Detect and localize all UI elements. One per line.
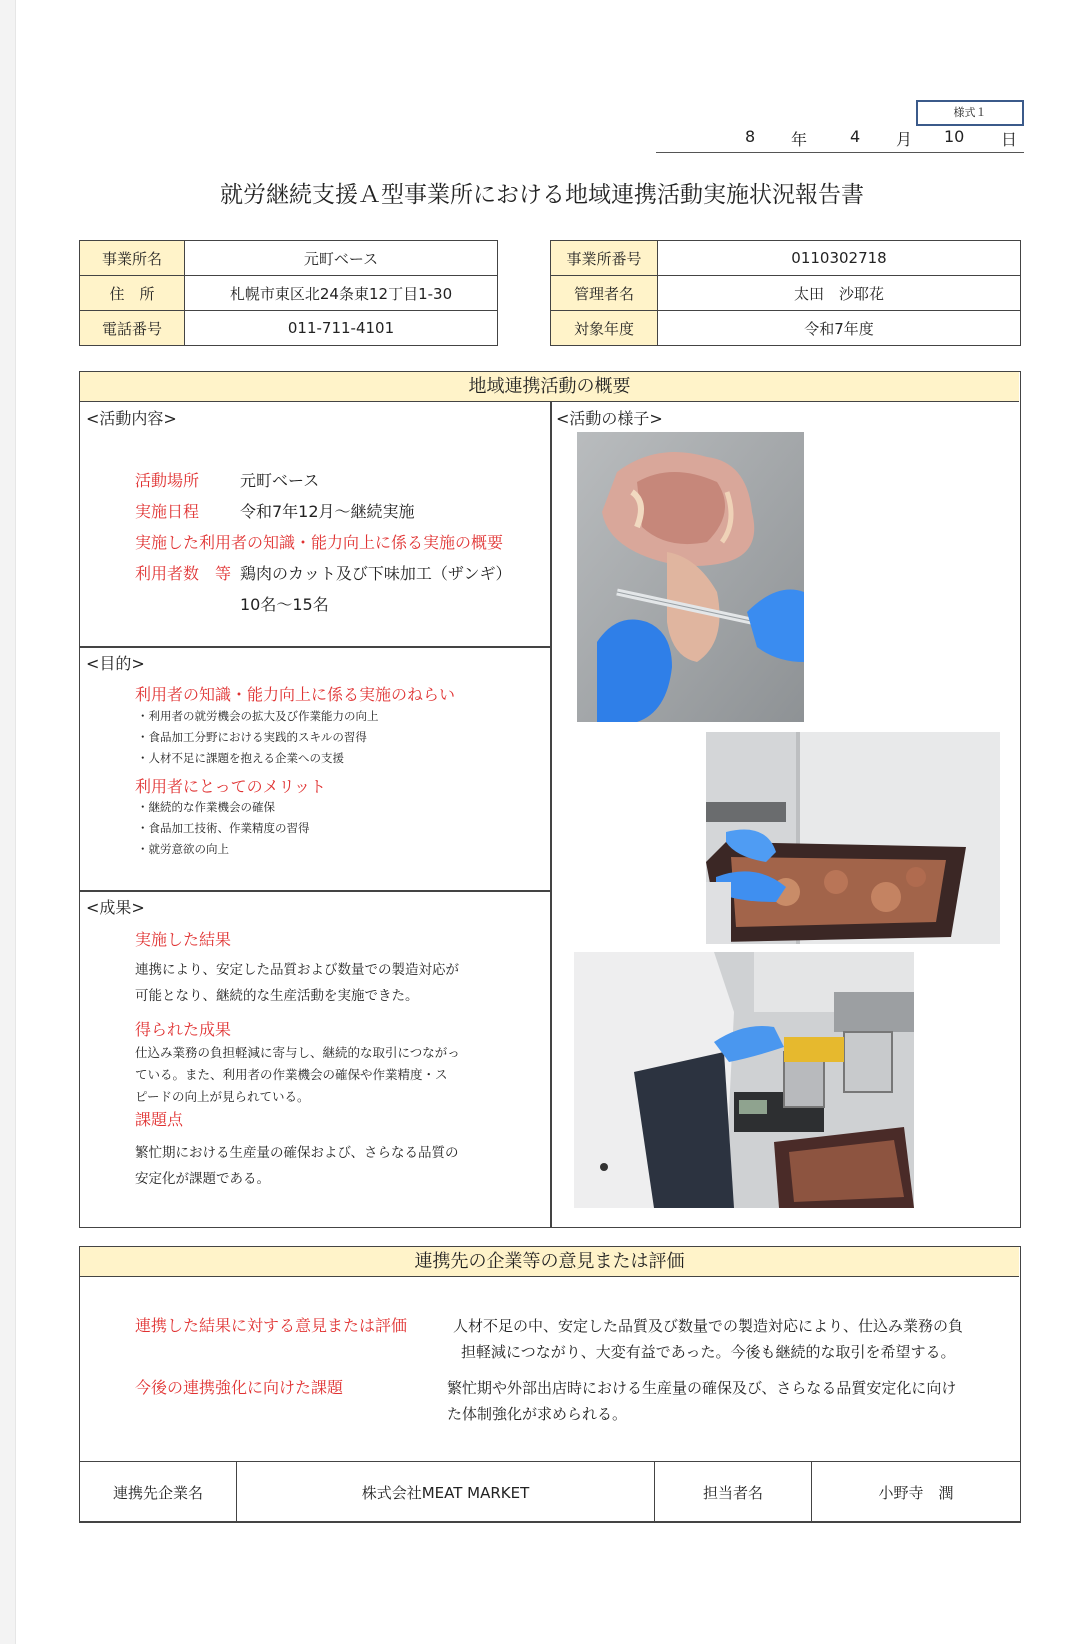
activity-place-value: 元町ベース [240, 471, 320, 490]
facility-name-label: 事業所名 [80, 241, 185, 276]
list-item: ・食品加工技術、作業精度の習得 [137, 821, 310, 835]
activity-summary-label: 実施した利用者の知識・能力向上に係る実施の概要 [135, 533, 504, 552]
manager-label: 管理者名 [551, 276, 658, 311]
gain-text [135, 1042, 460, 1108]
table-row [80, 311, 498, 346]
activity-photo-seasoning-tray [706, 732, 1000, 944]
facility-number-label: 事業所番号 [551, 241, 658, 276]
facility-info-table [79, 240, 498, 346]
phone-value: 011-711-4101 [185, 311, 498, 346]
table-row [551, 241, 1021, 276]
section-divider [80, 890, 551, 892]
list-item: ・食品加工分野における実践的スキルの習得 [137, 730, 367, 744]
text-line: 人材不足の中、安定した品質及び数量での製造対応により、仕込み業務の負 [453, 1317, 964, 1335]
results-heading: <成果> [86, 898, 145, 917]
list-item: ・継続的な作業機会の確保 [137, 800, 275, 814]
partner-contact-label: 担当者名 [655, 1462, 812, 1523]
activity-date-value: 令和7年12月～継続実施 [240, 502, 415, 521]
facility-detail-table [550, 240, 1021, 346]
activity-photo-weighing [574, 952, 914, 1208]
gain-label: 得られた成果 [135, 1020, 232, 1039]
text-line: ピードの向上が見られている。 [135, 1089, 310, 1104]
user-count-value: 10名～15名 [240, 595, 329, 614]
phone-label: 電話番号 [80, 311, 185, 346]
merit-label: 利用者にとってのメリット [135, 777, 327, 796]
activity-overview-box [79, 371, 1021, 1228]
text-line: 安定化が課題である。 [135, 1171, 270, 1187]
fiscal-year-label: 対象年度 [551, 311, 658, 346]
list-item: ・人材不足に課題を抱える企業への支援 [137, 751, 344, 765]
table-row [80, 1462, 1021, 1523]
activity-content-heading: <活動内容> [86, 409, 177, 428]
activity-photo-chicken-cutting [577, 432, 804, 722]
facility-number-value: 0110302718 [658, 241, 1021, 276]
table-row [551, 276, 1021, 311]
section-divider [80, 646, 551, 648]
text-line: 仕込み業務の負担軽減に寄与し、継続的な取引につながっ [135, 1045, 460, 1060]
table-row [80, 276, 498, 311]
form-number-label: 様式１ [916, 100, 1024, 126]
report-title: 就労継続支援Ａ型事業所における地域連携活動実施状況報告書 [220, 182, 864, 208]
manager-value: 太田 沙耶花 [658, 276, 1021, 311]
date-month-unit: 月 [896, 130, 913, 149]
date-year: 8 [745, 127, 756, 146]
date-month: 4 [850, 127, 861, 146]
user-count-label: 利用者数 等 [135, 564, 232, 583]
page-left-edge [0, 0, 16, 1644]
date-day-unit: 日 [1001, 130, 1018, 149]
date-year-unit: 年 [791, 130, 808, 149]
merit-list [137, 797, 310, 860]
partner-contact-value: 小野寺 潤 [812, 1462, 1021, 1523]
challenge-text [447, 1375, 956, 1427]
photos-heading: <活動の様子> [556, 409, 663, 428]
address-value: 札幌市東区北24条東12丁目1-30 [185, 276, 498, 311]
list-item: ・利用者の就労機会の拡大及び作業能力の向上 [137, 709, 379, 723]
text-line: 担軽減につながり、大変有益であった。今後も継続的な取引を希望する。 [461, 1343, 956, 1361]
fiscal-year-value: 令和7年度 [658, 311, 1021, 346]
facility-name-value: 元町ベース [185, 241, 498, 276]
list-item: ・就労意欲の向上 [137, 842, 229, 856]
partner-table [79, 1461, 1021, 1523]
opinion-text [453, 1313, 963, 1365]
text-line: 繁忙期や外部出店時における生産量の確保及び、さらなる品質安定化に向け [447, 1379, 957, 1397]
activity-summary-value: 鶏肉のカット及び下味加工（ザンギ） [240, 564, 512, 583]
address-label: 住 所 [80, 276, 185, 311]
table-row [80, 241, 498, 276]
text-line: ている。また、利用者の作業機会の確保や作業精度・ス [135, 1067, 448, 1082]
issue-label: 課題点 [135, 1110, 184, 1129]
report-date [656, 127, 1024, 153]
text-line: 連携により、安定した品質および数量での製造対応が [135, 962, 459, 978]
activity-overview-header: 地域連携活動の概要 [80, 372, 1019, 402]
partner-company-label: 連携先企業名 [80, 1462, 237, 1523]
column-divider [550, 402, 552, 1227]
opinion-label: 連携した結果に対する意見または評価 [135, 1316, 408, 1335]
issue-text [135, 1140, 458, 1192]
result-label: 実施した結果 [135, 930, 232, 949]
challenge-label: 今後の連携強化に向けた課題 [135, 1378, 344, 1397]
activity-place-label: 活動場所 [135, 471, 200, 490]
table-row [551, 311, 1021, 346]
activity-date-label: 実施日程 [135, 502, 200, 521]
purpose-heading: <目的> [86, 654, 145, 673]
text-line: 繁忙期における生産量の確保および、さらなる品質の [135, 1145, 459, 1161]
partner-company-value: 株式会社MEAT MARKET [237, 1462, 655, 1523]
aim-list [137, 706, 379, 769]
result-text [135, 957, 459, 1009]
date-day: 10 [944, 127, 965, 146]
partner-evaluation-header: 連携先の企業等の意見または評価 [80, 1247, 1019, 1277]
text-line: た体制強化が求められる。 [447, 1405, 628, 1423]
text-line: 可能となり、継続的な生産活動を実施できた。 [135, 988, 419, 1004]
aim-label: 利用者の知識・能力向上に係る実施のねらい [135, 685, 456, 704]
